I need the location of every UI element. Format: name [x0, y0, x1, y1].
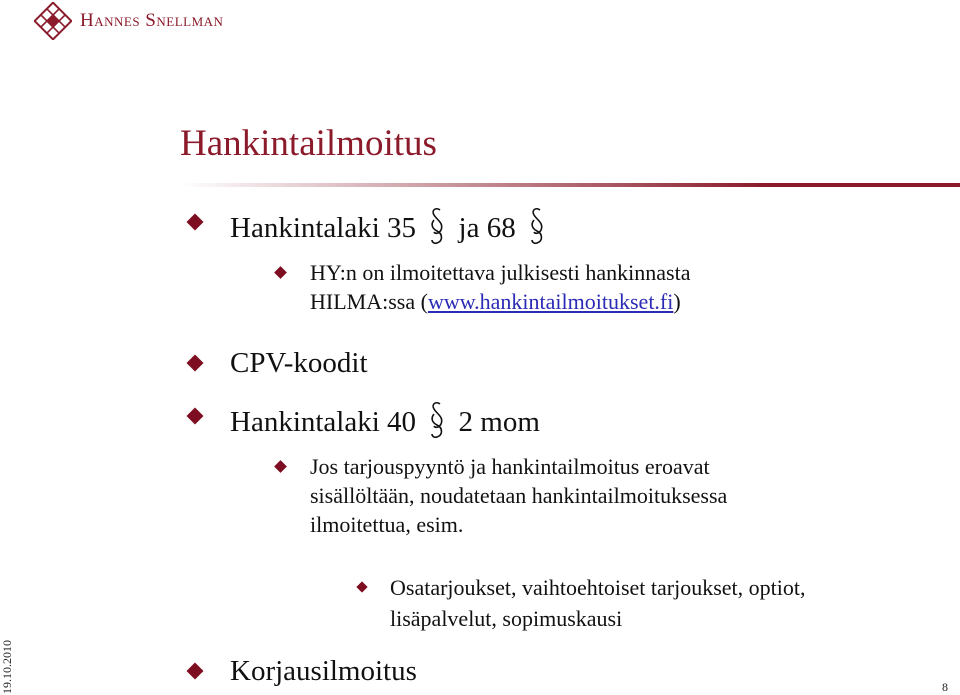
sub-bullet-line: sisällöltään, noudatetaan hankintailmoituksessa — [310, 483, 728, 508]
sub-bullet-line: Jos tarjouspyyntö ja hankintailmoitus eroavat — [310, 454, 710, 479]
bullet-korjausilmoitus — [230, 654, 417, 688]
logo-text: Hannes Snellman — [80, 10, 224, 31]
sub-bullet-line-suffix: ) — [673, 289, 681, 314]
sub-bullet-hilma — [310, 258, 690, 316]
sub-bullet-line — [310, 287, 690, 316]
diamond-bullet-icon — [274, 266, 287, 279]
sub-sub-bullet-osatarjoukset — [390, 572, 805, 634]
bullet-hankintalaki-35-68 — [230, 205, 551, 245]
section-sign-icon — [425, 399, 449, 439]
diamond-bullet-icon — [187, 355, 204, 372]
section-sign-icon — [425, 205, 449, 245]
sub-bullet-line-prefix: HILMA:ssa ( — [310, 289, 428, 314]
sub-bullet-line: HY:n on ilmoitettava julkisesti hankinnasta — [310, 260, 691, 285]
diamond-lattice-logo-icon — [34, 2, 72, 40]
sub-sub-bullet-line: lisäpalvelut, sopimuskausi — [390, 606, 623, 631]
bullet-hankintalaki-40 — [230, 399, 540, 439]
company-logo — [34, 2, 223, 40]
diamond-bullet-icon — [187, 663, 204, 680]
title-divider — [180, 183, 960, 187]
bullet-text: Korjausilmoitus — [230, 655, 417, 687]
diamond-bullet-icon — [187, 408, 204, 425]
section-sign-icon — [525, 205, 549, 245]
slide-title: Hankintailmoitus — [180, 123, 437, 164]
sub-bullet-line: ilmoitettua, esim. — [310, 512, 464, 537]
bullet-cpv-koodit — [230, 346, 368, 380]
bullet-text-middle: ja 68 — [458, 212, 516, 244]
bullet-text-before: Hankintalaki 40 — [230, 406, 417, 438]
sub-bullet-jos-tarjouspyynto — [310, 452, 727, 539]
bullet-text-after: 2 mom — [458, 406, 540, 438]
page-number: 8 — [942, 680, 948, 694]
bullet-text: CPV-koodit — [230, 347, 368, 379]
diamond-bullet-icon — [274, 460, 287, 473]
hilma-link[interactable]: www.hankintailmoitukset.fi — [427, 289, 674, 314]
diamond-bullet-icon — [356, 581, 367, 592]
slide-date: 19.10.2010 — [0, 640, 14, 694]
diamond-bullet-icon — [187, 214, 204, 231]
sub-sub-bullet-line: Osatarjoukset, vaihtoehtoiset tarjoukset, optiot, — [390, 575, 806, 600]
bullet-text-before: Hankintalaki 35 — [230, 212, 417, 244]
